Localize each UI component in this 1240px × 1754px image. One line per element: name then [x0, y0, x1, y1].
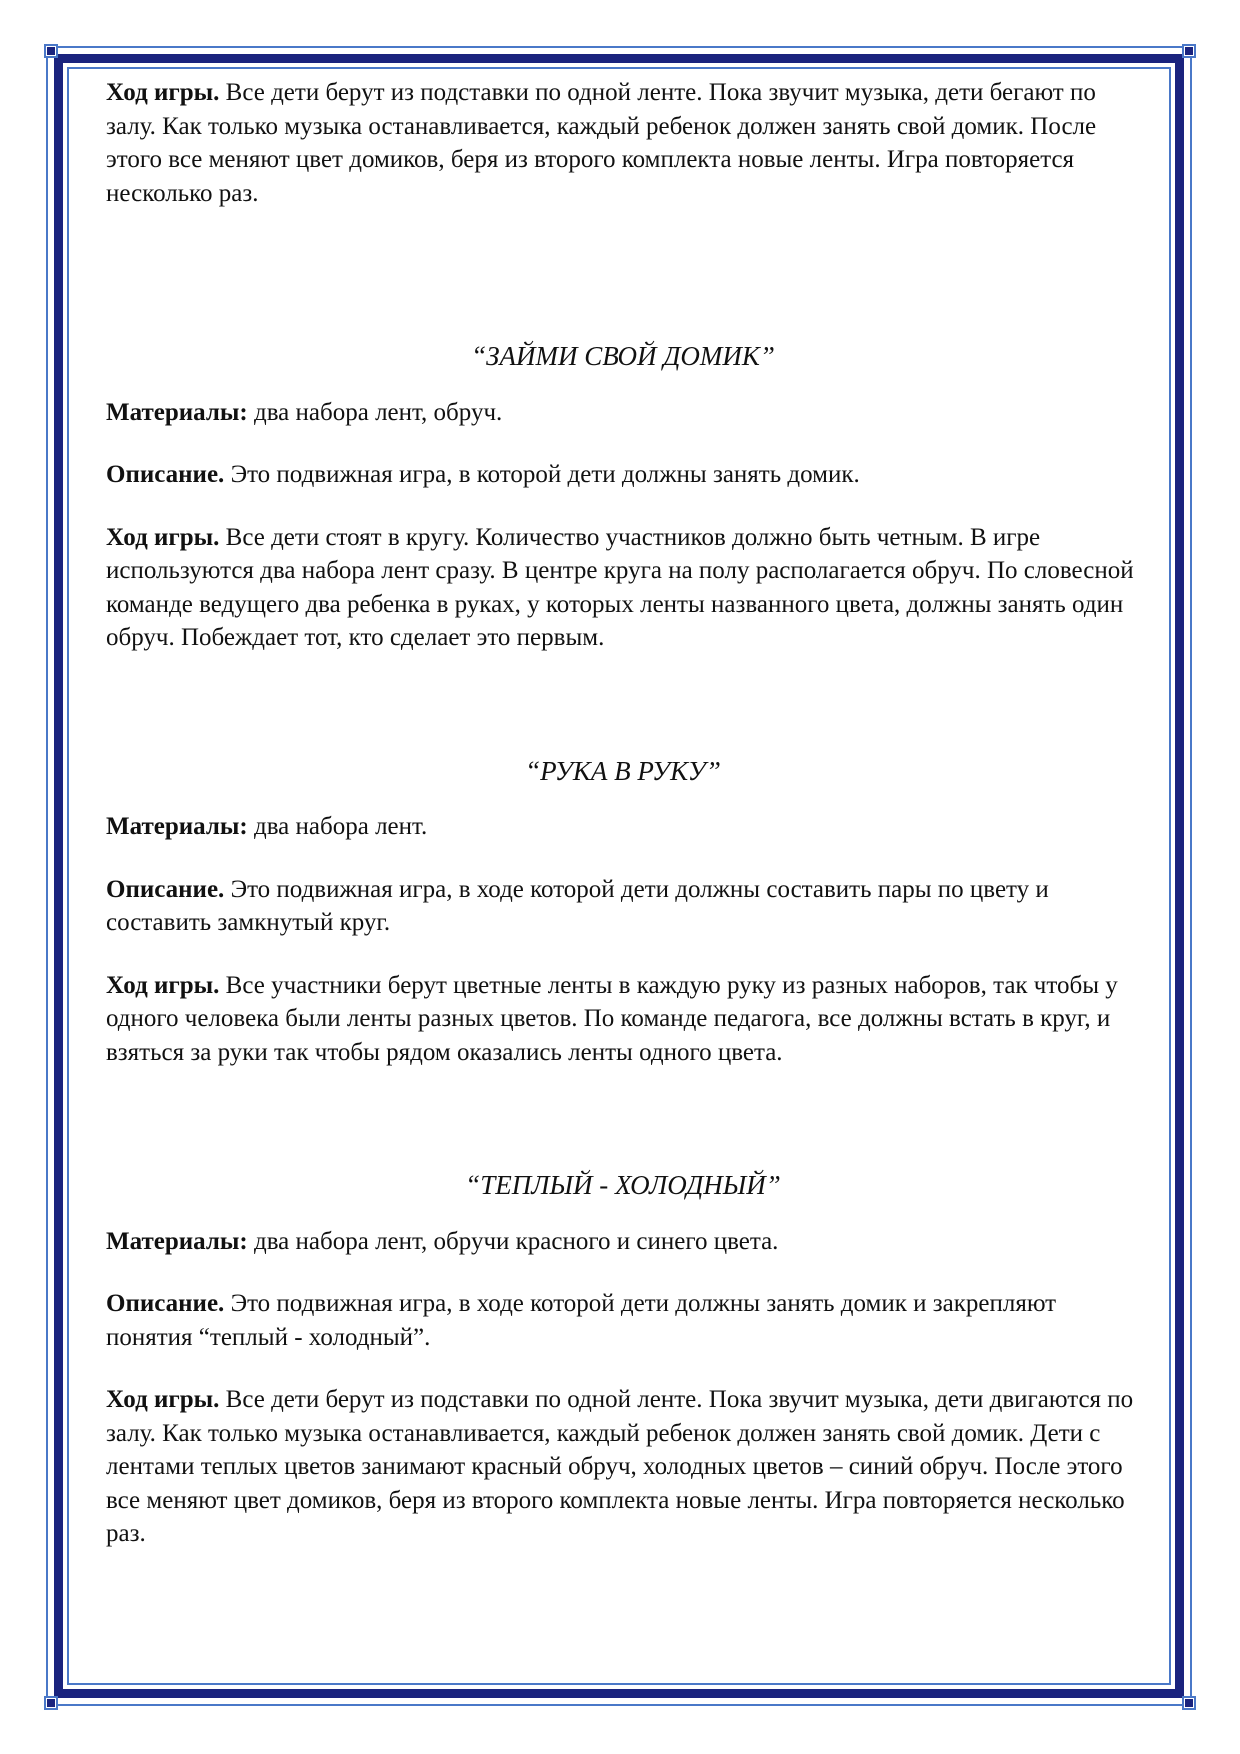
frame-corner-ornament-icon	[1166, 1680, 1196, 1710]
game-paragraph	[106, 521, 1140, 655]
frame-corner-ornament-icon	[1166, 44, 1196, 74]
frame-corner-ornament-icon	[44, 44, 74, 74]
description-text: Это подвижная игра, в ходе которой дети должны занять домик и закрепляют понятия “теплый - холодный”.	[106, 1290, 1057, 1351]
game-section	[106, 755, 1140, 1070]
description-label: Описание.	[106, 461, 225, 488]
description-paragraph	[106, 1287, 1140, 1354]
materials-label: Материалы:	[106, 1227, 248, 1255]
game-text: Все дети берут из подставки по одной ленте. Пока звучит музыка, дети двигаются по залу. Как только музыка останавливается, каждый ребенок должен занять свой домик. Дети с лентами теплых цветов занимают красный обруч, холодных цветов – синий обруч. После этого все меняют цвет домиков, беря из второго комплекта новые ленты. Игра повторяется несколько раз.	[106, 1386, 1134, 1547]
page-content	[106, 76, 1140, 1551]
game-paragraph	[106, 969, 1140, 1070]
description-label: Описание.	[106, 875, 225, 903]
materials-paragraph	[106, 1225, 1140, 1259]
materials-label: Материалы:	[106, 398, 248, 426]
section-title: “ТЕПЛЫЙ - ХОЛОДНЫЙ”	[465, 1170, 781, 1200]
description-text: Это подвижная игра, в которой дети должны занять домик.	[230, 461, 860, 488]
description-paragraph	[106, 873, 1140, 940]
frame-corner-ornament-icon	[44, 1680, 74, 1710]
description-label: Описание.	[106, 1290, 225, 1317]
game-section	[106, 1169, 1140, 1551]
game-label: Ход игры.	[106, 1386, 220, 1413]
materials-label: Материалы:	[106, 813, 248, 840]
section-title: “ЗАЙМИ СВОЙ ДОМИК”	[471, 341, 775, 371]
materials-paragraph	[106, 396, 1140, 430]
section-title: “РУКА В РУКУ”	[525, 755, 721, 786]
game-label: Ход игры.	[106, 523, 220, 551]
intro-game-label: Ход игры.	[106, 79, 220, 106]
game-text: Все участники берут цветные ленты в каждую руку из разных наборов, так чтобы у одного человека были ленты разных цветов. По команде педагога, все должны встать в круг, и взяться за руки так чтобы рядом оказались ленты одного цвета.	[106, 971, 1118, 1066]
materials-text: два набора лент.	[253, 813, 428, 840]
game-text: Все дети стоят в кругу. Количество участников должно быть четным. В игре используются два набора лент сразу. В центре круга на полу располагается обруч. По словесной команде ведущего два ребенка в руках, у которых ленты названного цвета, должны занять один обруч. Побеждает тот, кто сделает это первым.	[106, 523, 1134, 651]
intro-game-paragraph	[106, 76, 1140, 210]
game-paragraph	[106, 1383, 1140, 1551]
game-label: Ход игры.	[106, 971, 220, 999]
description-text: Это подвижная игра, в ходе которой дети должны составить пары по цвету и составить замкнутый круг.	[106, 875, 1049, 936]
intro-game-text: Все дети берут из подставки по одной ленте. Пока звучит музыка, дети бегают по залу. Как только музыка останавливается, каждый ребенок должен занять свой домик. После этого все меняют цвет домиков, беря из второго комплекта новые ленты. Игра повторяется несколько раз.	[106, 79, 1097, 207]
description-paragraph	[106, 458, 1140, 492]
materials-text: два набора лент, обручи красного и синего цвета.	[253, 1227, 779, 1255]
materials-paragraph	[106, 810, 1140, 844]
game-section	[106, 340, 1140, 655]
materials-text: два набора лент, обруч.	[253, 398, 503, 426]
